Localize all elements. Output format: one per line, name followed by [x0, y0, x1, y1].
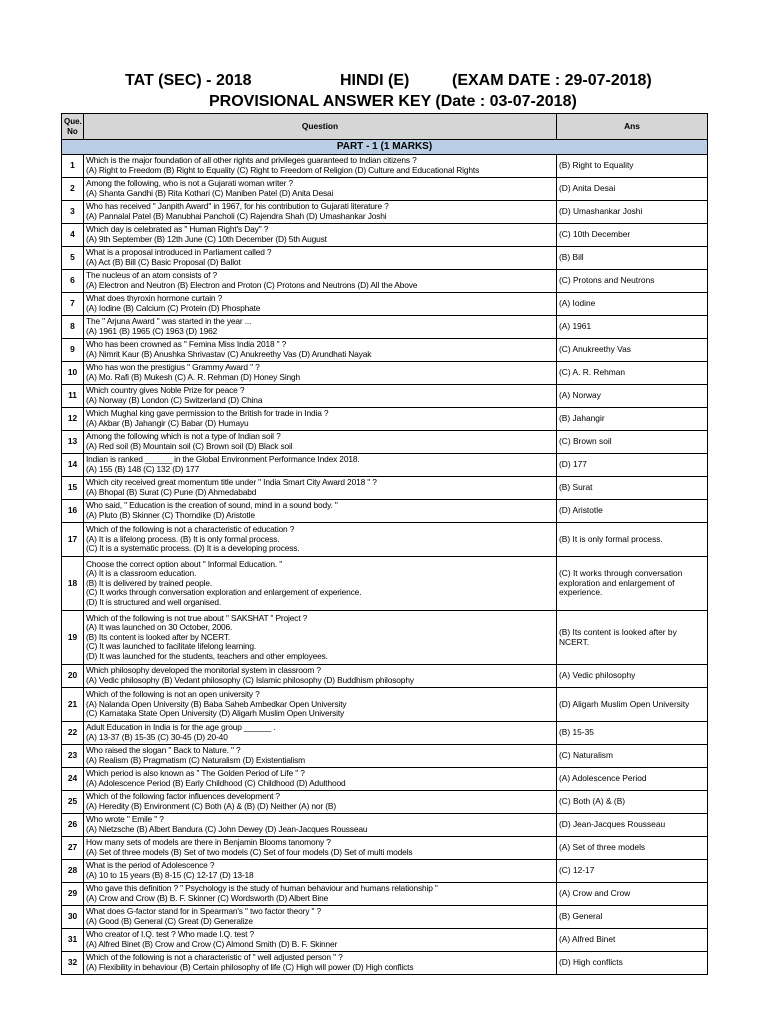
col-header-question: Question: [84, 114, 557, 140]
question-line: Which day is celebrated as " Human Right's Day" ?: [86, 224, 269, 235]
table-row: [62, 362, 708, 385]
question-line: (A) Akbar (B) Jahangir (C) Babar (D) Humayu: [86, 418, 249, 428]
question-line: (A) Pannalal Patel (B) Manubhai Pancholi (C) Rajendra Shah (D) Umashankar Joshi: [86, 211, 387, 221]
question-line: Which city received great momentum title under " India Smart City Award 2018 " ?: [86, 477, 377, 488]
part-row: [62, 140, 708, 155]
answer-text: (D) High conflicts: [557, 952, 708, 975]
table-row: [62, 339, 708, 362]
table-row: [62, 837, 708, 860]
answer-text: (C) Both (A) & (B): [557, 791, 708, 814]
question-line: Who said, " Education is the creation of sound, mind in a sound body. ": [86, 500, 338, 511]
table-row: [62, 454, 708, 477]
question-number: 18: [62, 557, 84, 611]
table-row: [62, 431, 708, 454]
col-header-no: Que. No: [62, 114, 84, 140]
question-line: Who raised the slogan " Back to Nature. " ?: [86, 745, 241, 756]
table-row: [62, 768, 708, 791]
question-number: 10: [62, 362, 84, 385]
question-text: [84, 178, 557, 201]
question-line: (A) Act (B) Bill (C) Basic Proposal (D) Ballot: [86, 257, 241, 267]
question-number: 17: [62, 523, 84, 557]
table-row: [62, 688, 708, 722]
question-line: (A) Flexibility in behaviour (B) Certain philosophy of life (C) High will power (D) High conflicts: [86, 962, 414, 972]
question-line: Which of the following is not an open university ?: [86, 689, 260, 700]
question-text: [84, 385, 557, 408]
question-text: [84, 557, 557, 611]
question-number: 25: [62, 791, 84, 814]
part-label: PART - 1 (1 MARKS): [62, 140, 708, 155]
question-line: Which philosophy developed the monitorial system in classroom ?: [86, 665, 321, 676]
question-text: [84, 155, 557, 178]
question-number: 31: [62, 929, 84, 952]
question-text: [84, 860, 557, 883]
table-row: [62, 860, 708, 883]
answer-text: (C) Protons and Neutrons: [557, 270, 708, 293]
question-line: Who creator of I.Q. test ? Who made I.Q. test ?: [86, 929, 254, 940]
answer-text: (B) Bill: [557, 247, 708, 270]
question-number: 2: [62, 178, 84, 201]
question-line: Which of the following is not a characteristic of education ?: [86, 524, 295, 535]
table-row: [62, 477, 708, 500]
question-number: 28: [62, 860, 84, 883]
question-text: [84, 339, 557, 362]
table-row: [62, 293, 708, 316]
question-line: (A) Nalanda Open University (B) Baba Saheb Ambedkar Open University: [86, 698, 347, 709]
answer-text: (C) 12-17: [557, 860, 708, 883]
table-row: [62, 814, 708, 837]
question-line: The nucleus of an atom consists of ?: [86, 270, 218, 281]
question-number: 14: [62, 454, 84, 477]
answer-text: (D) Umashankar Joshi: [557, 201, 708, 224]
question-line: (A) It is a classroom education.: [86, 568, 197, 579]
table-row: [62, 791, 708, 814]
table-row: [62, 523, 708, 557]
question-line: (A) 1961 (B) 1965 (C) 1963 (D) 1962: [86, 326, 218, 336]
question-text: [84, 500, 557, 523]
table-row: [62, 155, 708, 178]
table-row: [62, 722, 708, 745]
question-number: 3: [62, 201, 84, 224]
question-text: [84, 665, 557, 688]
question-text: [84, 688, 557, 722]
question-line: (C) Karnataka State Open University (D) Aligarh Muslim Open University: [86, 708, 345, 719]
question-text: [84, 431, 557, 454]
question-line: (A) Crow and Crow (B) B. F. Skinner (C) Wordsworth (D) Albert Bine: [86, 893, 329, 903]
answer-key-table: [61, 113, 708, 975]
answer-text: (A) 1961: [557, 316, 708, 339]
question-line: (D) It was launched for the students, teachers and other employees.: [86, 650, 328, 661]
question-line: Which Mughal king gave permission to the British for trade in India ?: [86, 408, 329, 419]
question-number: 16: [62, 500, 84, 523]
question-number: 15: [62, 477, 84, 500]
answer-text: (A) Adolescence Period: [557, 768, 708, 791]
answer-text: (B) 15-35: [557, 722, 708, 745]
table-row: [62, 906, 708, 929]
question-number: 32: [62, 952, 84, 975]
question-number: 6: [62, 270, 84, 293]
question-number: 19: [62, 611, 84, 665]
question-text: [84, 791, 557, 814]
question-line: Choose the correct option about " Informal Education. ": [86, 558, 283, 569]
table-row: [62, 247, 708, 270]
question-line: Which country gives Noble Prize for peace ?: [86, 385, 245, 396]
question-text: [84, 837, 557, 860]
answer-text: (B) Its content is looked after by NCERT.: [557, 611, 708, 665]
answer-text: (C) Naturalism: [557, 745, 708, 768]
table-header-row: [62, 114, 708, 140]
question-text: [84, 952, 557, 975]
answer-text: (D) 177: [557, 454, 708, 477]
question-text: [84, 293, 557, 316]
question-line: What is the period of Adolescence ?: [86, 860, 215, 871]
question-text: [84, 745, 557, 768]
question-line: (D) It is structured and well organised.: [86, 596, 222, 607]
question-line: (A) Red soil (B) Mountain soil (C) Brown soil (D) Black soil: [86, 441, 293, 451]
question-line: (A) Shanta Gandhi (B) Rita Kothari (C) Maniben Patel (D) Anita Desai: [86, 188, 334, 198]
question-text: [84, 408, 557, 431]
question-line: (A) Alfred Binet (B) Crow and Crow (C) Almond Smith (D) B. F. Skinner: [86, 939, 338, 949]
question-line: (B) It is delivered by trained people.: [86, 577, 213, 588]
question-number: 26: [62, 814, 84, 837]
question-line: (A) Right to Freedom (B) Right to Equality (C) Right to Freedom of Religion (D) Culture and Educational Rights: [86, 165, 480, 175]
question-number: 11: [62, 385, 84, 408]
answer-text: (B) General: [557, 906, 708, 929]
question-line: (A) Nimrit Kaur (B) Anushka Shrivastav (C) Anukreethy Vas (D) Arundhati Nayak: [86, 349, 372, 359]
question-text: [84, 883, 557, 906]
question-line: (A) Adolescence Period (B) Early Childhood (C) Childhood (D) Adulthood: [86, 778, 346, 788]
question-number: 12: [62, 408, 84, 431]
question-number: 13: [62, 431, 84, 454]
question-text: [84, 523, 557, 557]
question-line: Who has won the prestigius " Grammy Award " ?: [86, 362, 260, 373]
question-line: (B) Its content is looked after by NCERT.: [86, 631, 231, 642]
exam-subject: HINDI (E): [340, 72, 410, 89]
question-line: Which of the following is not a characteristic of " well adjusted person " ?: [86, 952, 343, 963]
question-line: Which is the major foundation of all other rights and privileges guaranteed to Indian citizens ?: [86, 155, 417, 166]
question-number: 29: [62, 883, 84, 906]
question-line: Which of the following factor influences development ?: [86, 791, 280, 802]
question-text: [84, 362, 557, 385]
answer-text: (A) Alfred Binet: [557, 929, 708, 952]
answer-text: (D) Aligarh Muslim Open University: [557, 688, 708, 722]
question-line: (A) Good (B) General (C) Great (D) Generalize: [86, 916, 253, 926]
answer-text: (A) Crow and Crow: [557, 883, 708, 906]
table-row: [62, 745, 708, 768]
question-line: The " Arjuna Award " was started in the year ...: [86, 316, 252, 327]
question-text: [84, 247, 557, 270]
answer-text: (C) It works through conversation exploration and enlargement of experience.: [557, 557, 708, 611]
question-line: (A) Nietzsche (B) Albert Bandura (C) John Dewey (D) Jean-Jacques Rousseau: [86, 824, 368, 834]
question-number: 7: [62, 293, 84, 316]
question-text: [84, 270, 557, 293]
table-row: [62, 408, 708, 431]
table-row: [62, 611, 708, 665]
question-line: (A) 10 to 15 years (B) 8-15 (C) 12-17 (D) 13-18: [86, 870, 254, 880]
question-line: (A) 13-37 (B) 15-35 (C) 30-45 (D) 20-40: [86, 732, 228, 742]
question-line: (A) Electron and Neutron (B) Electron and Proton (C) Protons and Neutrons (D) All the Above: [86, 280, 418, 290]
question-line: What does thyroxin hormone curtain ?: [86, 293, 223, 304]
table-row: [62, 201, 708, 224]
question-number: 1: [62, 155, 84, 178]
question-number: 27: [62, 837, 84, 860]
question-line: (A) Norway (B) London (C) Switzerland (D) China: [86, 395, 263, 405]
table-row: [62, 500, 708, 523]
question-line: (A) Mo. Rafi (B) Mukesh (C) A. R. Rehman (D) Honey Singh: [86, 372, 301, 382]
question-line: (C) It was launched to facilitate lifelong learning.: [86, 641, 257, 652]
answer-key-title: PROVISIONAL ANSWER KEY (Date : 03-07-2018): [209, 93, 577, 110]
question-line: (A) It was launched on 30 October, 2006.: [86, 622, 233, 633]
question-line: (A) Realism (B) Pragmatism (C) Naturalism (D) Existentialism: [86, 755, 306, 765]
question-line: (A) Set of three models (B) Set of two models (C) Set of four models (D) Set of multi models: [86, 847, 413, 857]
question-line: (A) Bhopal (B) Surat (C) Pune (D) Ahmedababd: [86, 487, 257, 497]
table-row: [62, 270, 708, 293]
exam-date: (EXAM DATE : 29-07-2018): [452, 72, 652, 89]
question-line: Who wrote " Emile " ?: [86, 814, 164, 825]
table-row: [62, 385, 708, 408]
question-line: (A) Pluto (B) Skinner (C) Thorndike (D) Aristotle: [86, 510, 255, 520]
answer-text: (C) 10th December: [557, 224, 708, 247]
table-row: [62, 316, 708, 339]
answer-text: (C) A. R. Rehman: [557, 362, 708, 385]
question-text: [84, 929, 557, 952]
question-line: Which of the following is not true about " SAKSHAT " Project ?: [86, 612, 308, 623]
answer-text: (B) Jahangir: [557, 408, 708, 431]
question-text: [84, 768, 557, 791]
table-row: [62, 665, 708, 688]
question-line: (A) Iodine (B) Calcium (C) Protein (D) Phosphate: [86, 303, 261, 313]
question-number: 8: [62, 316, 84, 339]
question-line: (C) It is a systematic process. (D) It is a developing process.: [86, 543, 300, 554]
table-row: [62, 224, 708, 247]
question-text: [84, 224, 557, 247]
question-line: (A) Heredity (B) Environment (C) Both (A) & (B) (D) Neither (A) nor (B): [86, 801, 336, 811]
answer-text: (B) It is only formal process.: [557, 523, 708, 557]
answer-text: (A) Norway: [557, 385, 708, 408]
question-number: 9: [62, 339, 84, 362]
question-line: Adult Education in India is for the age group ______ .: [86, 722, 276, 733]
question-text: [84, 477, 557, 500]
table-row: [62, 952, 708, 975]
question-number: 4: [62, 224, 84, 247]
question-text: [84, 722, 557, 745]
answer-text: (B) Surat: [557, 477, 708, 500]
table-row: [62, 883, 708, 906]
answer-text: (A) Vedic philosophy: [557, 665, 708, 688]
question-text: [84, 906, 557, 929]
answer-text: (D) Anita Desai: [557, 178, 708, 201]
question-line: Who has received " Janpith Award" in 1967, for his contribution to Gujarati literature ?: [86, 201, 389, 212]
answer-text: (A) Set of three models: [557, 837, 708, 860]
table-body: [62, 155, 708, 975]
question-line: Indian is ranked ______ in the Global Environment Performance Index 2018.: [86, 454, 360, 465]
question-line: (A) 9th September (B) 12th June (C) 10th December (D) 5th August: [86, 234, 327, 244]
question-line: (A) It is a lifelong process. (B) It is only formal process.: [86, 533, 280, 544]
question-line: (A) Vedic philosophy (B) Vedant philosophy (C) Islamic philosophy (D) Buddhism philosophy: [86, 675, 414, 685]
question-number: 21: [62, 688, 84, 722]
question-number: 5: [62, 247, 84, 270]
question-text: [84, 454, 557, 477]
question-text: [84, 201, 557, 224]
answer-text: (C) Brown soil: [557, 431, 708, 454]
question-line: What is a proposal introduced in Parliament called ?: [86, 247, 272, 258]
answer-text: (D) Jean-Jacques Rousseau: [557, 814, 708, 837]
answer-text: (B) Right to Equality: [557, 155, 708, 178]
question-text: [84, 814, 557, 837]
question-line: (C) It works through conversation exploration and enlargement of experience.: [86, 587, 362, 598]
question-line: Which period is also known as " The Golden Period of Life " ?: [86, 768, 305, 779]
question-number: 30: [62, 906, 84, 929]
table-row: [62, 178, 708, 201]
answer-text: (A) Iodine: [557, 293, 708, 316]
question-number: 20: [62, 665, 84, 688]
question-text: [84, 611, 557, 665]
answer-text: (D) Aristotle: [557, 500, 708, 523]
table-row: [62, 557, 708, 611]
question-line: Among the following which is not a type of Indian soil ?: [86, 431, 281, 442]
question-line: How many sets of models are there in Benjamin Blooms tanomony ?: [86, 837, 331, 848]
question-line: Who gave this definition ? " Psychology is the study of human behaviour and humans relationship ": [86, 883, 438, 894]
exam-title: TAT (SEC) - 2018: [125, 72, 252, 89]
question-text: [84, 316, 557, 339]
answer-text: (C) Anukreethy Vas: [557, 339, 708, 362]
question-line: What does G-factor stand for in Spearman's " two factor theory " ?: [86, 906, 322, 917]
question-number: 24: [62, 768, 84, 791]
question-number: 23: [62, 745, 84, 768]
question-number: 22: [62, 722, 84, 745]
question-line: (A) 155 (B) 148 (C) 132 (D) 177: [86, 464, 200, 474]
col-header-ans: Ans: [557, 114, 708, 140]
question-line: Who has been crowned as " Femina Miss India 2018 " ?: [86, 339, 287, 350]
table-row: [62, 929, 708, 952]
question-line: Among the following, who is not a Gujarati woman writer ?: [86, 178, 293, 189]
